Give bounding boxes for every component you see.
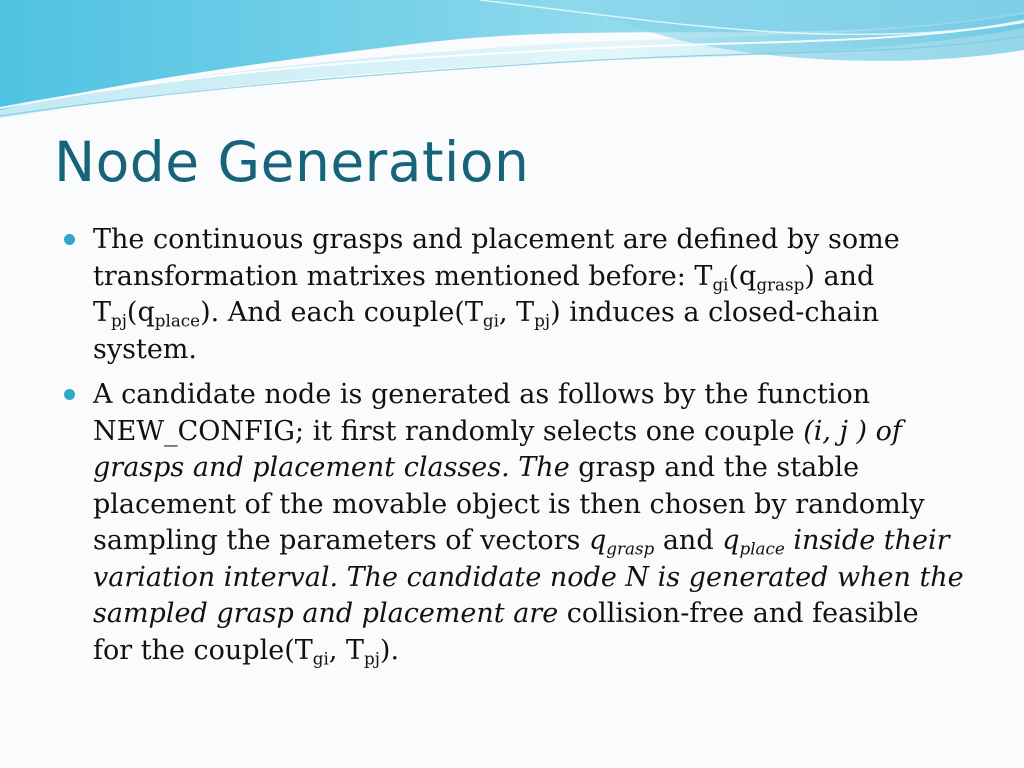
bullet-list bbox=[64, 222, 964, 678]
bullet-item-1 bbox=[64, 222, 964, 368]
bullet-dot-icon bbox=[64, 234, 75, 245]
header-wave-decoration bbox=[0, 0, 1024, 120]
bullet-dot-icon bbox=[64, 389, 75, 400]
bullet-text: A candidate node is generated as follows by the function NEW_CONFIG; it first randomly selects one couple (i, j ) of grasps and placement classes. The grasp and the stable placement of the movable object is then chosen by randomly sampling the parameters of vectors $q_{grasp}$ and $q_{place}$ inside their variation interval. The candidate node N is generated when the sampled grasp and placement are collision-free and feasible for the $couple(T_{gi}$, $T_{pj}$). bbox=[93, 379, 964, 668]
bullet-text: The continuous grasps and placement are defined by some transformation matrixes mentioned before: $T_{gi}(q_{grasp})$ and $T_{pj}(q_{place})$. And each $couple(T_{gi}$, $T_{pj}$) induces a closed-chain system. bbox=[93, 224, 900, 365]
slide-title: Node Generation bbox=[54, 130, 530, 194]
bullet-item-2 bbox=[64, 377, 964, 669]
